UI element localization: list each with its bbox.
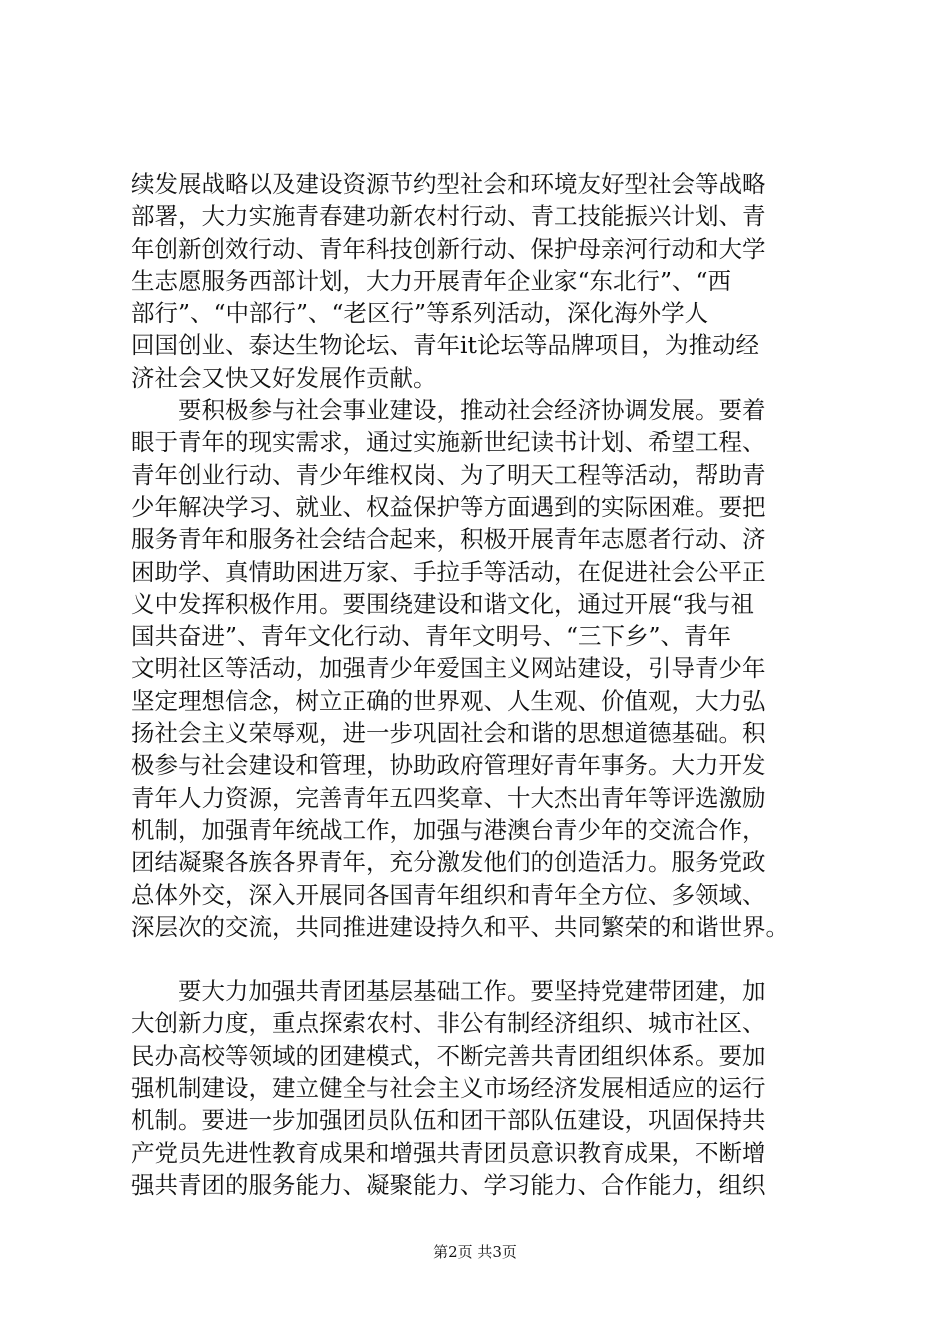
text-line: 服务青年和服务社会结合起来，积极开展青年志愿者行动、济 — [131, 525, 766, 554]
text-line: 要大力加强共青团基层基础工作。要坚持党建带团建，加 — [178, 977, 766, 1006]
document-body — [131, 168, 831, 1201]
paragraph-gap — [131, 943, 831, 975]
text-line: 强机制建设，建立健全与社会主义市场经济发展相适应的运行 — [131, 1074, 766, 1103]
text-line: 部署，大力实施青春建功新农村行动、青工技能振兴计划、青 — [131, 202, 766, 231]
text-line: 机制，加强青年统战工作，加强与港澳台青少年的交流合作， — [131, 815, 766, 844]
page-footer: 第2页 共3页 — [433, 1243, 517, 1261]
text-line: 总体外交，深入开展同各国青年组织和青年全方位、多领域、 — [131, 880, 766, 909]
text-line: 青年人力资源，完善青年五四奖章、十大杰出青年等评选激励 — [131, 783, 766, 812]
text-line: 大创新力度，重点探索农村、非公有制经济组织、城市社区、 — [131, 1009, 766, 1038]
text-line: 强共青团的服务能力、凝聚能力、学习能力、合作能力，组织 — [131, 1170, 766, 1199]
text-line: 团结凝聚各族各界青年，充分激发他们的创造活力。服务党政 — [131, 848, 766, 877]
text-line: 文明社区等活动，加强青少年爱国主义网站建设，引导青少年 — [131, 654, 766, 683]
text-line: 少年解决学习、就业、权益保护等方面遇到的实际困难。要把 — [131, 492, 766, 521]
text-line: 深层次的交流，共同推进建设持久和平、共同繁荣的和谐世界。 — [131, 912, 789, 941]
text-line: 机制。要进一步加强团员队伍和团干部队伍建设，巩固保持共 — [131, 1106, 766, 1135]
text-line: 扬社会主义荣辱观，进一步巩固社会和谐的思想道德基础。积 — [131, 719, 766, 748]
text-line: 济社会又快又好发展作贡献。 — [131, 363, 437, 392]
text-line: 产党员先进性教育成果和增强共青团员意识教育成果，不断增 — [131, 1138, 766, 1167]
text-line: 困助学、真情助困进万家、手拉手等活动，在促进社会公平正 — [131, 557, 766, 586]
text-line: 眼于青年的现实需求，通过实施新世纪读书计划、希望工程、 — [131, 428, 766, 457]
text-line: 义中发挥积极作用。要围绕建设和谐文化，通过开展“我与祖 — [131, 589, 755, 618]
text-line: 续发展战略以及建设资源节约型社会和环境友好型社会等战略 — [131, 170, 766, 198]
text-line: 国共奋进”、青年文化行动、青年文明号、“三下乡”、青年 — [131, 622, 732, 651]
text-line: 民办高校等领域的团建模式，不断完善共青团组织体系。要加 — [131, 1041, 766, 1070]
text-line: 极参与社会建设和管理，协助政府管理好青年事务。大力开发 — [131, 751, 766, 780]
text-line: 青年创业行动、青少年维权岗、为了明天工程等活动，帮助青 — [131, 460, 766, 489]
text-line: 要积极参与社会事业建设，推动社会经济协调发展。要着 — [178, 396, 766, 425]
text-line: 回国创业、泰达生物论坛、青年it论坛等品牌项目，为推动经 — [131, 331, 759, 360]
text-line: 部行”、“中部行”、“老区行”等系列活动，深化海外学人 — [131, 299, 709, 328]
text-line: 生志愿服务西部计划，大力开展青年企业家“东北行”、“西 — [131, 266, 732, 295]
text-line: 年创新创效行动、青年科技创新行动、保护母亲河行动和大学 — [131, 234, 766, 263]
text-line: 坚定理想信念，树立正确的世界观、人生观、价值观，大力弘 — [131, 686, 766, 715]
